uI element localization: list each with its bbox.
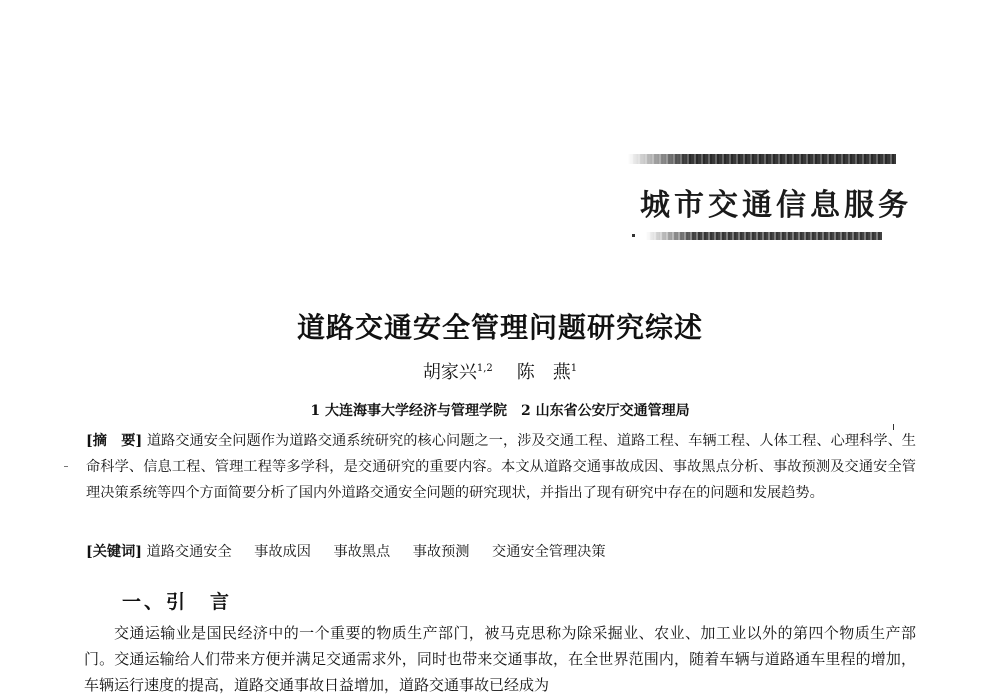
keywords-label: [关键词] [86, 544, 142, 560]
paper-title: 道路交通安全管理问题研究综述 [296, 311, 703, 344]
section-heading: 一、引 言 [122, 591, 233, 613]
body-paragraph: 交通运输业是国民经济中的一个重要的物质生产部门，被马克思称为除采掘业、农业、加工业以外的第四个物质生产部门。交通运输给人们带来方便并满足交通需求外，同时也带来交通事故，在全世界范围内，随着车辆与道路通车里程的增加，车辆运行速度的提高，道路交通事故日益增加，道路交通事故已经成为 [84, 624, 916, 694]
keyword: 事故预测 [412, 544, 470, 560]
author-name: 陈 燕 [516, 362, 571, 383]
author-name: 胡家兴 [422, 362, 477, 383]
section-header: 城市交通信息服务 [640, 188, 912, 223]
keyword: 交通安全管理决策 [492, 544, 606, 560]
author-line [0, 358, 1000, 384]
affiliation: 2 山东省公安厅交通管理局 [521, 403, 690, 419]
abstract [86, 428, 916, 506]
keyword: 道路交通安全 [146, 544, 232, 560]
keyword: 事故成因 [254, 544, 311, 560]
keyword: 事故黑点 [333, 544, 391, 560]
keywords [86, 540, 916, 564]
author-affiliation-mark: 1 [570, 363, 578, 374]
affiliation-line [0, 400, 1000, 420]
abstract-label: [摘 要] [86, 433, 143, 449]
affiliation: 1 大连海事大学经济与管理学院 [310, 403, 507, 419]
header-rule-top-fade [628, 154, 688, 164]
abstract-text: 道路交通安全问题作为道路交通系统研究的核心问题之一，涉及交通工程、道路工程、车辆工程、人体工程、心理科学、生命科学、信息工程、管理工程等多学科，是交通研究的重要内容。本文从道路交通事故成因、事故黑点分析、事故预测及交通安全管理决策系统等四个方面简要分析了国内外道路交通安全问题的研究现状，并指出了现有研究中存在的问题和发展趋势。 [86, 433, 916, 501]
header-dot [632, 234, 635, 237]
header-rule-bottom-fade [646, 232, 696, 240]
scan-mark [64, 466, 68, 467]
author-affiliation-mark: 1,2 [476, 363, 493, 374]
